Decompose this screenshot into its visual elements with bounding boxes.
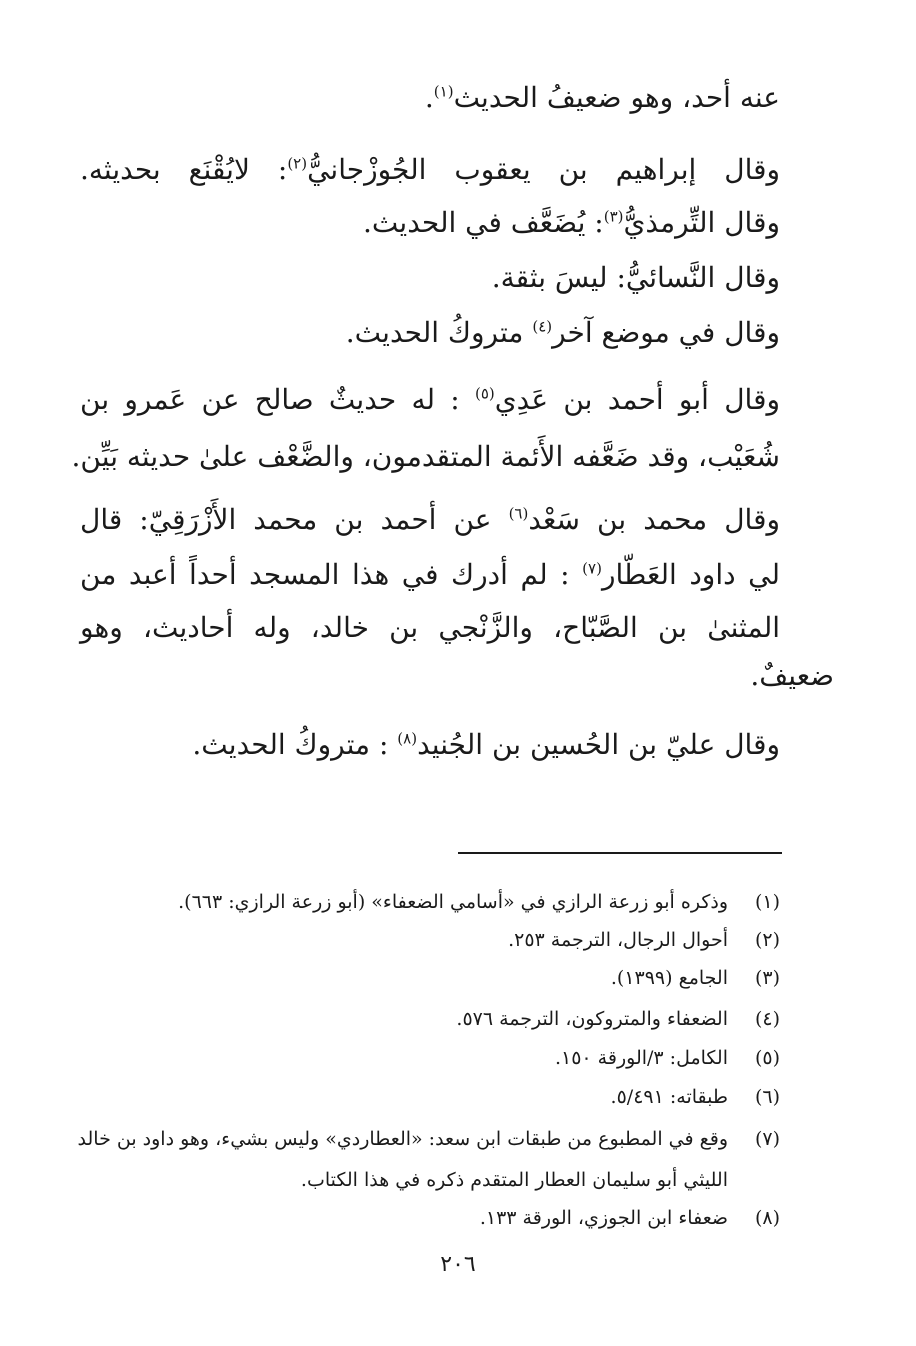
body-line-8-tail: عن أحمد بن محمد الأَزْرَقِيّ: قال (80, 503, 509, 536)
body-line-7-text: شُعَيْب، وقد ضَعَّفه الأَئمة المتقدمون، والضَّعْف علىٰ حديثه بَيِّن. (71, 440, 780, 473)
footnote-8-text: ضعفاء ابن الجوزي، الورقة ١٣٣. (479, 1207, 728, 1229)
footnote-5-number: (٥) (754, 1047, 780, 1069)
footnote-7-continuation-text: الليثي أبو سليمان العطار المتقدم ذكره في هذا الكتاب. (300, 1169, 728, 1191)
body-line-5-text: وقال في موضع آخر (552, 316, 780, 349)
footnote-7-text: وقع في المطبوع من طبقات ابن سعد: «العطاردي» وليس بشيء، وهو داود بن خالد (77, 1128, 728, 1150)
body-line-9-tail: : لم أدرك في هذا المسجد أحداً أعبد من (80, 558, 583, 591)
body-line-1 (425, 78, 780, 118)
body-line-5-tail: متروكُ الحديث. (345, 316, 533, 349)
footnote-1 (178, 888, 780, 916)
body-line-2 (80, 150, 780, 190)
body-line-11-text: ضعيفٌ. (750, 659, 834, 692)
footnote-8-number: (٨) (754, 1207, 780, 1229)
body-line-11 (750, 656, 834, 696)
footnote-7 (77, 1125, 780, 1153)
body-line-9 (80, 555, 780, 595)
footnote-6 (611, 1083, 780, 1111)
page-number: ٢٠٦ (440, 1252, 476, 1277)
body-line-8-text: وقال محمد بن سَعْد (528, 503, 780, 536)
body-line-12-tail: : متروكُ الحديث. (192, 728, 398, 761)
footnote-8 (480, 1204, 780, 1232)
body-line-1-text: عنه أحد، وهو ضعيفُ الحديث (453, 81, 780, 114)
body-line-12 (192, 725, 780, 765)
footnote-1-number: (١) (754, 891, 780, 913)
footnote-4-text: الضعفاء والمتروكون، الترجمة ٥٧٦. (456, 1008, 728, 1030)
body-line-4-text: وقال النَّسائيُّ: ليسَ بثقة. (491, 261, 780, 294)
body-line-9-text: لي داود العَطّار (601, 558, 780, 591)
body-line-3-text: وقال التِّرمذيُّ (623, 206, 780, 239)
body-line-6-tail: : له حديثٌ صالح عن عَمرو بن (80, 383, 475, 416)
footnote-4 (456, 1005, 780, 1033)
footnote-2 (508, 926, 780, 954)
footnote-1-text: وذكره أبو زرعة الرازي في «أسامي الضعفاء» (أبو زرعة الرازي: ٦٦٣). (178, 891, 728, 913)
footnote-ref-2[interactable]: (٢) (287, 154, 308, 173)
body-line-6 (80, 380, 780, 420)
footnote-2-number: (٢) (754, 929, 780, 951)
footnote-4-number: (٤) (754, 1008, 780, 1030)
body-line-2-text: وقال إبراهيم بن يعقوب الجُوزْجانيُّ (307, 153, 781, 186)
footnote-6-text: طبقاته: ٥/٤٩١. (610, 1086, 728, 1108)
footnote-5-text: الكامل: ٣/الورقة ١٥٠. (554, 1047, 728, 1069)
body-line-2-tail: : لايُقْنَع بحديثه. (80, 153, 288, 186)
body-line-7 (71, 437, 780, 477)
footnote-3-text: الجامع (١٣٩٩). (610, 967, 728, 989)
body-line-5 (346, 313, 780, 353)
footnote-3 (611, 964, 780, 992)
footnote-separator (458, 852, 782, 854)
body-line-1-tail: . (424, 81, 434, 114)
footnote-ref-6[interactable]: (٦) (508, 504, 529, 523)
body-line-10 (80, 608, 780, 648)
footnote-7-continuation (301, 1166, 728, 1194)
body-line-3-tail: : يُضَعَّف في الحديث. (363, 206, 604, 239)
footnote-2-text: أحوال الرجال، الترجمة ٢٥٣. (508, 929, 728, 951)
body-line-12-text: وقال عليّ بن الحُسين بن الجُنيد (417, 728, 780, 761)
body-line-8 (80, 500, 780, 540)
body-line-4 (492, 258, 780, 298)
footnote-ref-7[interactable]: (٧) (582, 559, 602, 578)
body-line-6-text: وقال أبو أحمد بن عَدِي (494, 383, 780, 416)
footnote-ref-5[interactable]: (٥) (474, 384, 495, 403)
footnote-3-number: (٣) (754, 967, 780, 989)
body-line-10-text: المثنىٰ بن الصَّبّاح، والزَّنْجي بن خالد، وله أحاديث، وهو (80, 611, 780, 644)
body-line-3 (363, 203, 780, 243)
footnote-ref-1[interactable]: (١) (433, 82, 454, 101)
footnote-6-number: (٦) (754, 1086, 780, 1108)
footnote-ref-4[interactable]: (٤) (532, 317, 553, 336)
footnote-5 (555, 1044, 780, 1072)
footnote-7-number: (٧) (754, 1128, 780, 1150)
footnote-ref-8[interactable]: (٨) (397, 729, 418, 748)
footnote-ref-3[interactable]: (٣) (603, 207, 624, 226)
